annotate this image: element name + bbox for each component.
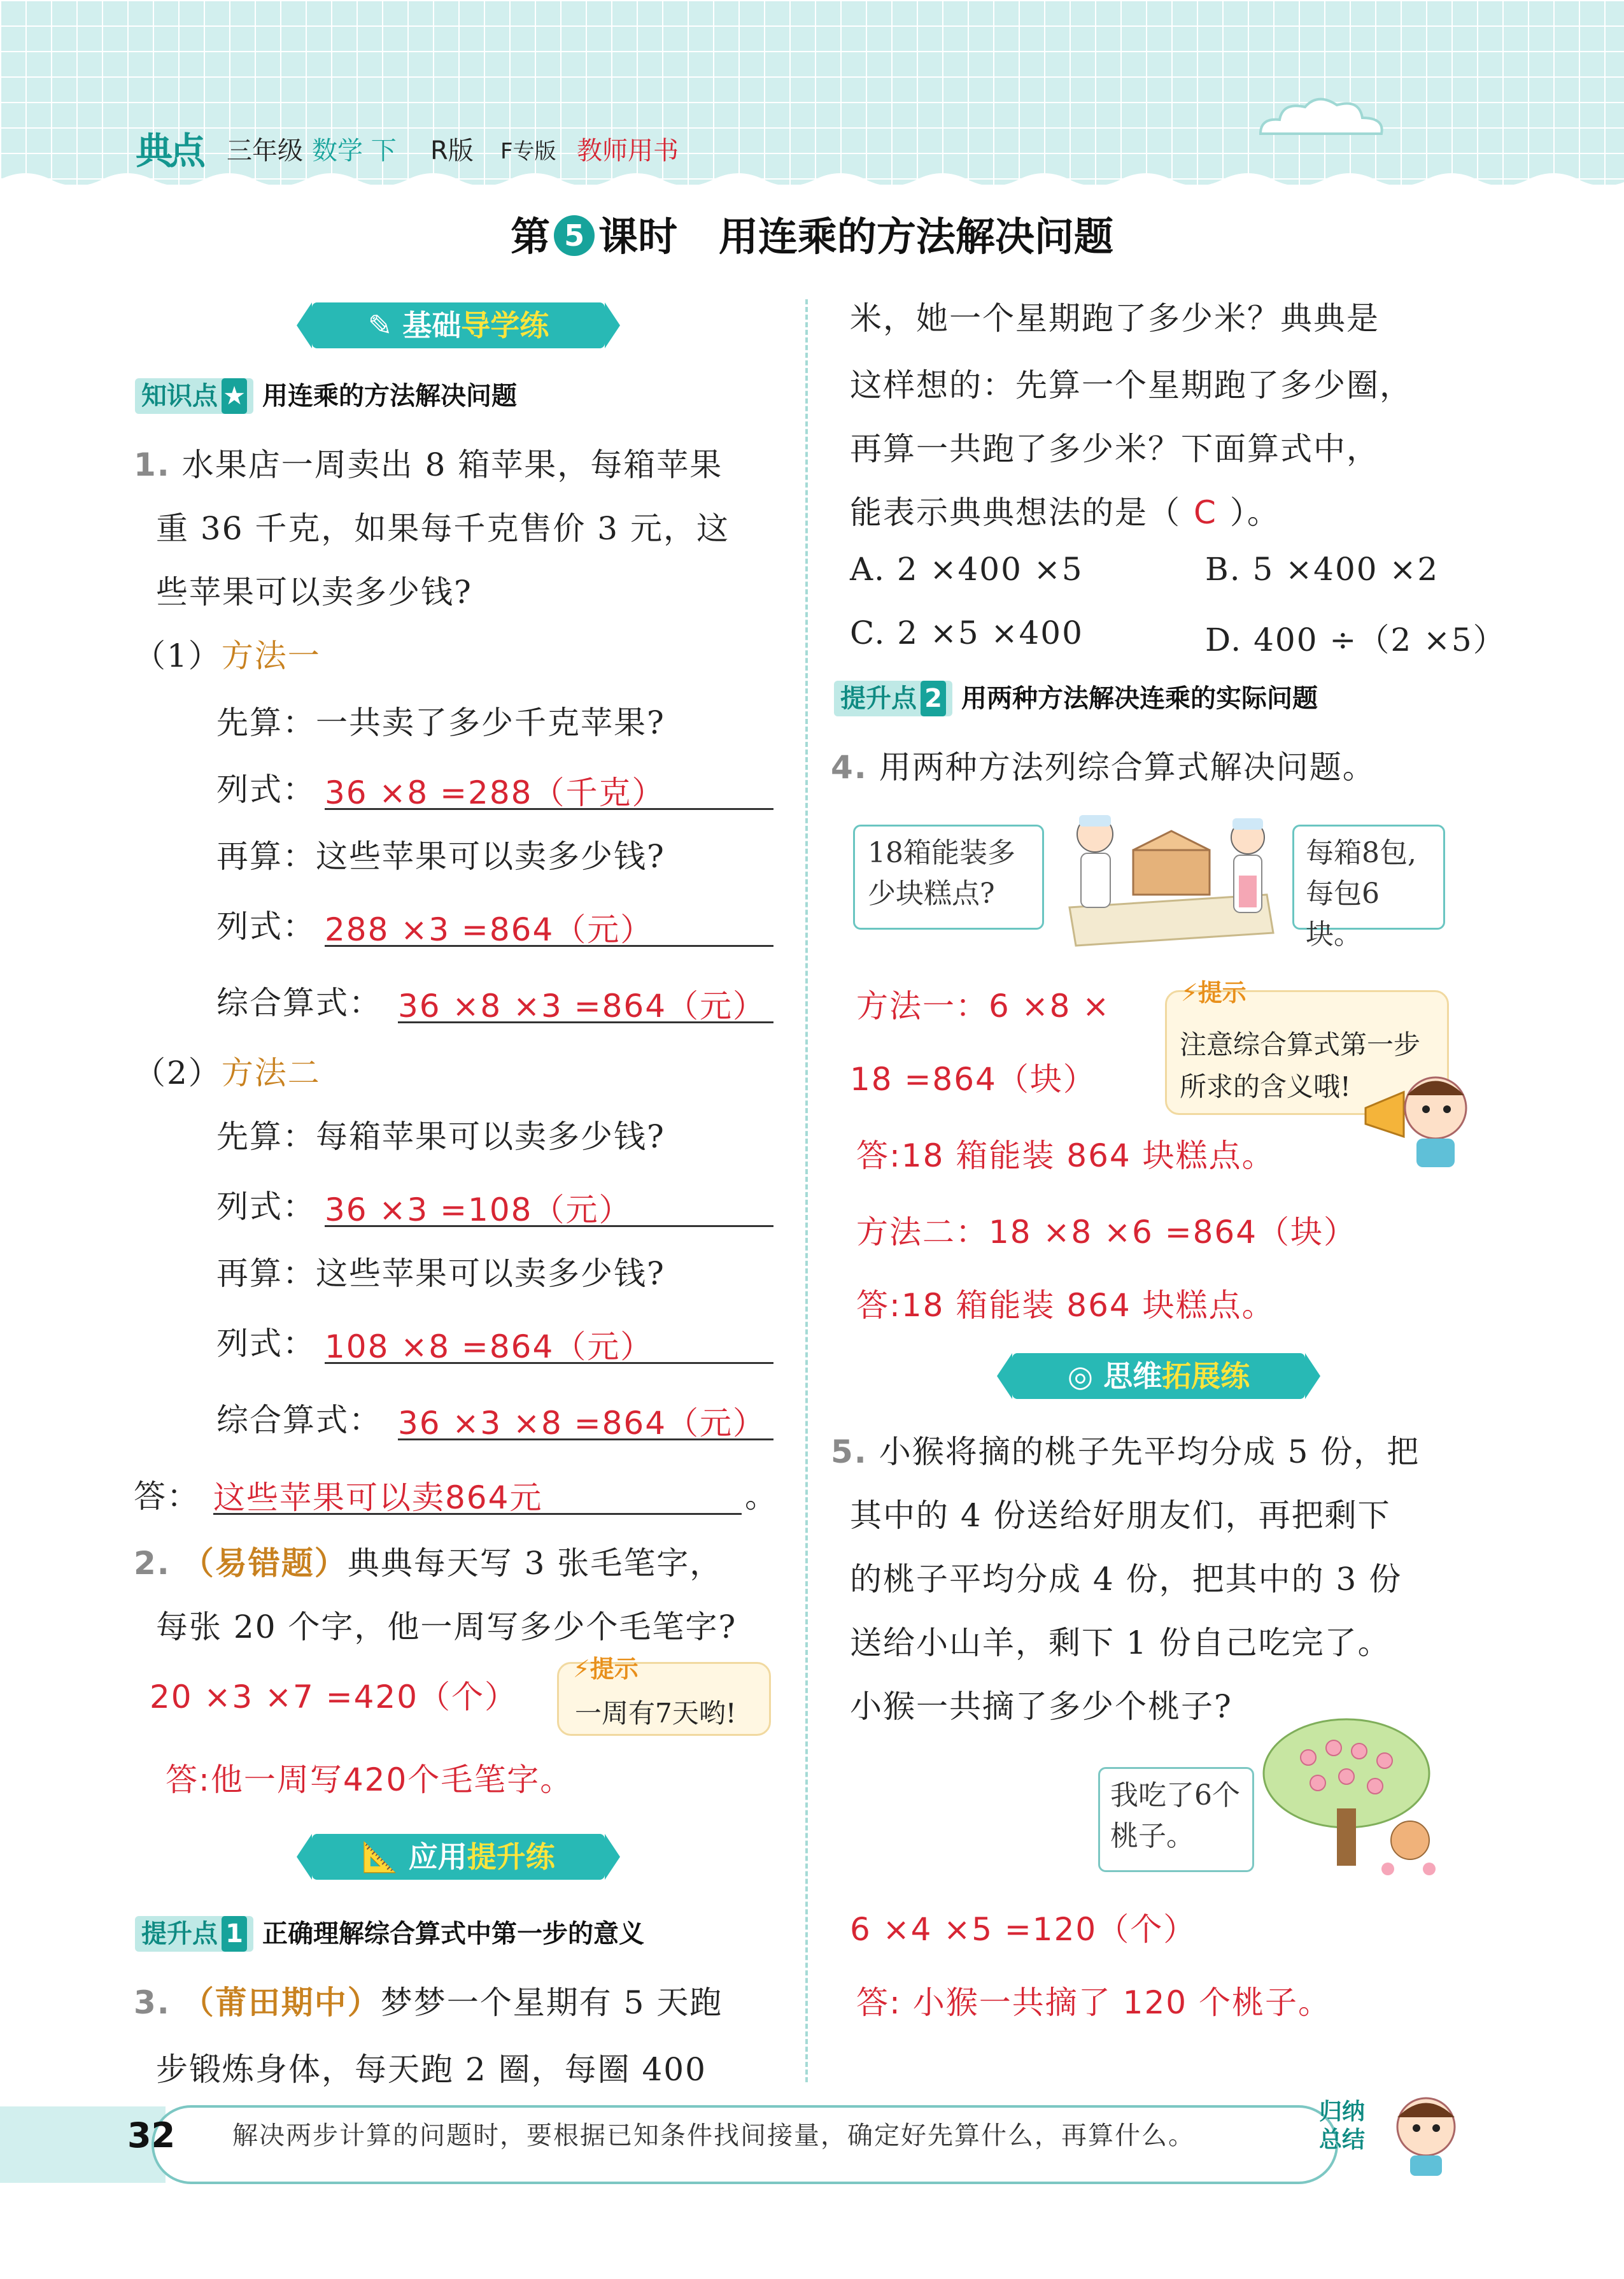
option-c: C. 2 ×5 ×400 (850, 614, 1084, 651)
answer-blank[interactable]: 288 ×3 =864（元） (325, 904, 773, 947)
ruler-icon: 📐 (362, 1840, 409, 1874)
header-wave (0, 167, 1624, 205)
lesson-number-badge: 5 (554, 215, 595, 256)
edition-label: R版 (430, 136, 474, 166)
section-banner-basic: ✎ 基础导学练 (312, 302, 605, 348)
hint-label: ⚡提示 (1181, 979, 1246, 1007)
cartoon-boy-icon (1388, 2089, 1464, 2178)
answer-blank[interactable]: 36 ×8 ×3 =864（元） (398, 981, 773, 1023)
column-divider (805, 299, 808, 2082)
q4-answer-one: 答:18 箱能装 864 块糕点。 (856, 1137, 1275, 1174)
special-edition-label: F专版 (500, 139, 556, 164)
compass-icon: ✎ (367, 308, 403, 343)
hint-label: ⚡提示 (573, 1655, 639, 1683)
speech-bubble-right: 每箱8包, 每包6块。 (1292, 825, 1445, 930)
section-banner-think: ◎ 思维拓展练 (1012, 1353, 1305, 1399)
answer-blank[interactable]: 36 ×3 =108（元） (325, 1184, 773, 1227)
q5-answer: 答: 小猴一共摘了 120 个桃子。 (856, 1984, 1331, 2021)
answer-blank[interactable]: 36 ×3 ×8 =864（元） (398, 1398, 773, 1440)
option-b: B. 5 ×400 ×2 (1205, 551, 1439, 588)
speech-bubble-left: 18箱能装多 少块糕点? (853, 825, 1044, 930)
q4-method-two: 方法二：18 ×8 ×6 =864（块） (856, 1214, 1357, 1251)
peach-tree-monkey-illustration (1257, 1713, 1448, 1878)
knowledge-point-tag: 知识点 ★ 用连乘的方法解决问题 (135, 376, 517, 414)
method-one-label: 方法一 (221, 637, 321, 674)
lesson-title: 第 5 课时 用连乘的方法解决问题 (511, 213, 1113, 260)
cartoon-boy-megaphone-icon (1359, 1063, 1474, 1172)
summary-label: 归纳总结 (1318, 2099, 1365, 2153)
hint-box: 注意综合算式第一步 所求的含义哦! (1165, 990, 1449, 1115)
method-two-label: 方法二 (221, 1054, 321, 1091)
globe-icon: ◎ (1067, 1359, 1104, 1393)
answer-blank[interactable]: 这些苹果可以卖864元 (213, 1472, 742, 1515)
section-banner-apply: 📐 应用提升练 (312, 1834, 605, 1880)
q4-method-one-line2: 18 =864（块） (850, 1061, 1096, 1098)
book-type-label: 教师用书 (577, 136, 679, 166)
grade-label: 三年级 (227, 136, 303, 166)
star-icon: ★ (222, 378, 247, 414)
q5-formula: 6 ×4 ×5 =120（个） (850, 1911, 1197, 1948)
improvement-point-tag: 提升点 1 正确理解综合算式中第一步的意义 (135, 1913, 644, 1952)
improvement-point-tag: 提升点 2 用两种方法解决连乘的实际问题 (834, 678, 1318, 716)
cloud-icon (1248, 89, 1401, 153)
q4-answer-two: 答:18 箱能装 864 块糕点。 (856, 1287, 1275, 1324)
answer-blank[interactable]: 108 ×8 =864（元） (325, 1321, 773, 1364)
hint-box: 一周有7天哟! (557, 1662, 771, 1736)
option-d: D. 400 ÷（2 ×5） (1205, 621, 1506, 658)
q2-formula: 20 ×3 ×7 =420（个） (150, 1679, 518, 1715)
question-number: 1. (134, 446, 171, 483)
speech-bubble-monkey: 我吃了6个 桃子。 (1098, 1767, 1254, 1872)
option-a: A. 2 ×400 ×5 (850, 551, 1084, 588)
bakery-workers-illustration (1057, 806, 1286, 958)
q3-answer[interactable]: C (1194, 494, 1217, 531)
q2-answer: 答:他一周写420个毛笔字。 (166, 1761, 574, 1798)
summary-text: 解决两步计算的问题时，要根据已知条件找间接量，确定好先算什么，再算什么。 (232, 2121, 1195, 2150)
subject-label: 数学 下 (312, 136, 397, 166)
answer-blank[interactable]: 36 ×8 =288（千克） (325, 767, 773, 810)
brand-logo: 典点 (136, 129, 202, 173)
q4-method-one-line1: 方法一：6 ×8 × (856, 988, 1111, 1025)
page-number: 32 (127, 2115, 176, 2155)
